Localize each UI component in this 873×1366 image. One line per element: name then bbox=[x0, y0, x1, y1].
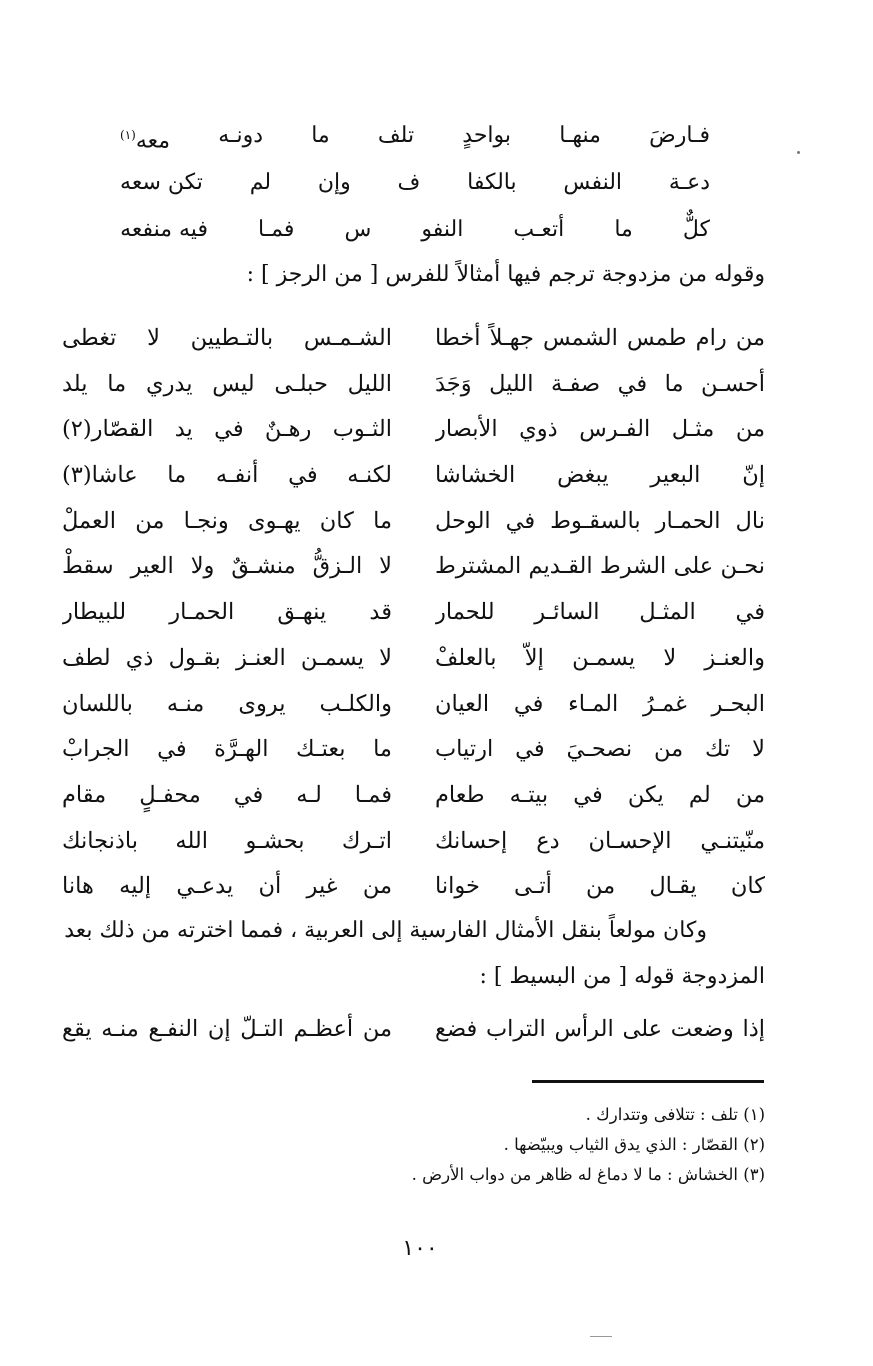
footnote-ref: (١) bbox=[120, 128, 136, 142]
poem-word: بواحدٍ bbox=[462, 123, 512, 148]
verse-row bbox=[62, 362, 765, 408]
page-number: ١٠٠ bbox=[402, 1236, 438, 1261]
poem-word: بالكفا bbox=[467, 170, 517, 195]
verse-left-hemistich: الثـوب رهـنٌ في يد القصّار(٢) bbox=[62, 416, 392, 443]
poem-word-end: فيه منفعه bbox=[120, 217, 208, 242]
poem-word-end: تكن سعه bbox=[120, 170, 203, 195]
verse-row bbox=[62, 499, 765, 545]
intro-line: وقوله من مزدوجة ترجم فيها أمثالاً للفرس [ من الرجز ] : bbox=[246, 262, 765, 287]
verse-row bbox=[62, 636, 765, 682]
verse-block bbox=[62, 316, 765, 910]
verse-row bbox=[62, 453, 765, 499]
verse-right-hemistich: في المثـل السائـر للحمار bbox=[435, 599, 765, 626]
poem-word: فمـا bbox=[258, 217, 295, 242]
verse-left-hemistich: ما كان يهـوى ونجـا من العملْ bbox=[62, 507, 392, 534]
poem-word: منهـا bbox=[559, 123, 601, 148]
poem-word: وإن bbox=[317, 170, 351, 195]
verse-row bbox=[62, 316, 765, 362]
verse-row bbox=[62, 544, 765, 590]
verse-left-hemistich: الشـمـس بالتـطيين لا تغطى bbox=[62, 325, 392, 351]
scan-speck bbox=[797, 151, 800, 154]
verse-left-hemistich: قد ينهـق الحمـار للبيطار bbox=[62, 599, 392, 626]
verse-right-hemistich: أحسـن ما في صفـة الليل وَجَدَ bbox=[435, 370, 765, 397]
verse-right-hemistich: منّيتنـي الإحسـان دع إحسانك bbox=[435, 827, 765, 854]
footnote: (٣) الخشاش : ما لا دماغ له ظاهر من دواب الأرض . bbox=[411, 1165, 765, 1184]
poem-word: س bbox=[344, 217, 372, 242]
verse-row bbox=[62, 407, 765, 453]
footnotes bbox=[412, 1100, 765, 1190]
verse-left-hemistich: الليل حبلـى ليس يدري ما يلد bbox=[62, 370, 392, 397]
verse-left-hemistich: ما بعتـك الهـرَّة في الجرابْ bbox=[62, 736, 392, 763]
verse-left-hemistich: لا الـزقُّ منشـقٌ ولا العير سقطْ bbox=[62, 553, 392, 580]
poem-word: ما bbox=[311, 123, 330, 148]
poem-word: تلف bbox=[377, 123, 415, 148]
poem-word-end: معه$^{(١)}$ bbox=[120, 128, 171, 154]
verse-row bbox=[62, 590, 765, 636]
verse-right-hemistich: من رام طمس الشمس جهـلاً أخطا bbox=[435, 325, 765, 351]
verse-right-hemistich: نحـن على الشرط القـديم المشترط bbox=[435, 553, 765, 580]
poem-line bbox=[120, 159, 710, 206]
prose-line: وكان مولعاً بنقل الأمثال الفارسية إلى العربية ، فمما اخترته من ذلك بعد bbox=[64, 918, 707, 943]
verse-left-hemistich: لا يسمـن العنـز بقـول ذي لطف bbox=[62, 644, 392, 671]
verse-row bbox=[62, 819, 765, 865]
poem-word: ف bbox=[397, 170, 421, 195]
verse-right-hemistich: والعنـز لا يسمـن إلاّ بالعلفْ bbox=[435, 644, 765, 671]
verse-row bbox=[62, 727, 765, 773]
verse-left-hemistich: اتـرك بحشـو الله باذنجانك bbox=[62, 827, 392, 854]
verse-left-hemistich: لكنـه في أنفـه ما عاشا(٣) bbox=[62, 462, 392, 489]
poem-line bbox=[120, 206, 710, 253]
poem-word: فـارضَ bbox=[649, 123, 710, 148]
verse-row bbox=[62, 773, 765, 819]
verse-row bbox=[62, 864, 765, 910]
verse-right-hemistich: لا تك من نصحـيَ في ارتياب bbox=[435, 736, 765, 763]
scan-mark bbox=[590, 1336, 612, 1337]
last-verse bbox=[62, 1006, 765, 1052]
footnote: (١) تلف : تتلافى وتتدارك . bbox=[585, 1105, 765, 1124]
verse-right-hemistich: إذا وضعت على الرأس التراب فضع bbox=[435, 1016, 765, 1042]
verse-right-hemistich: إنّ البعير يبغض الخشاشا bbox=[435, 462, 765, 489]
poem-word: ما bbox=[614, 217, 633, 242]
verse-right-hemistich: البحـر غمـرُ المـاء في العيان bbox=[435, 690, 765, 717]
verse-right-hemistich: من مثـل الفـرس ذوي الأبصار bbox=[435, 416, 765, 443]
prose-paragraph bbox=[65, 908, 765, 1000]
verse-left-hemistich: فمـا لـه في محفـلٍ مقام bbox=[62, 781, 392, 808]
poem-word: أتعـب bbox=[513, 217, 565, 242]
poem-line bbox=[120, 112, 710, 159]
prose-line: المزدوجة قوله [ من البسيط ] : bbox=[479, 964, 765, 989]
verse-row bbox=[62, 682, 765, 728]
footnote-rule bbox=[532, 1080, 764, 1083]
footnote: (٢) القصّار : الذي يدق الثياب ويبيّضها . bbox=[503, 1135, 765, 1154]
poem-word: كلٌّ bbox=[682, 217, 710, 242]
verse-left-hemistich: من أعظـم التـلّ إن النفـع منـه يقع bbox=[62, 1016, 392, 1042]
poem-word: النفس bbox=[563, 170, 623, 195]
verse-right-hemistich: كان يقـال من أتـى خوانا bbox=[435, 873, 765, 900]
poem-word: النفو bbox=[421, 217, 464, 242]
poem-word: دعـة bbox=[668, 170, 710, 195]
top-poem bbox=[120, 112, 710, 253]
verse-left-hemistich: من غير أن يدعـي إليه هانا bbox=[62, 873, 392, 900]
poem-word: دونـه bbox=[218, 123, 264, 148]
verse-left-hemistich: والكلـب يروى منـه باللسان bbox=[62, 690, 392, 717]
verse-right-hemistich: من لم يكن في بيتـه طعام bbox=[435, 781, 765, 808]
verse-right-hemistich: نال الحمـار بالسقـوط في الوحل bbox=[435, 507, 765, 534]
poem-word: لم bbox=[249, 170, 272, 195]
